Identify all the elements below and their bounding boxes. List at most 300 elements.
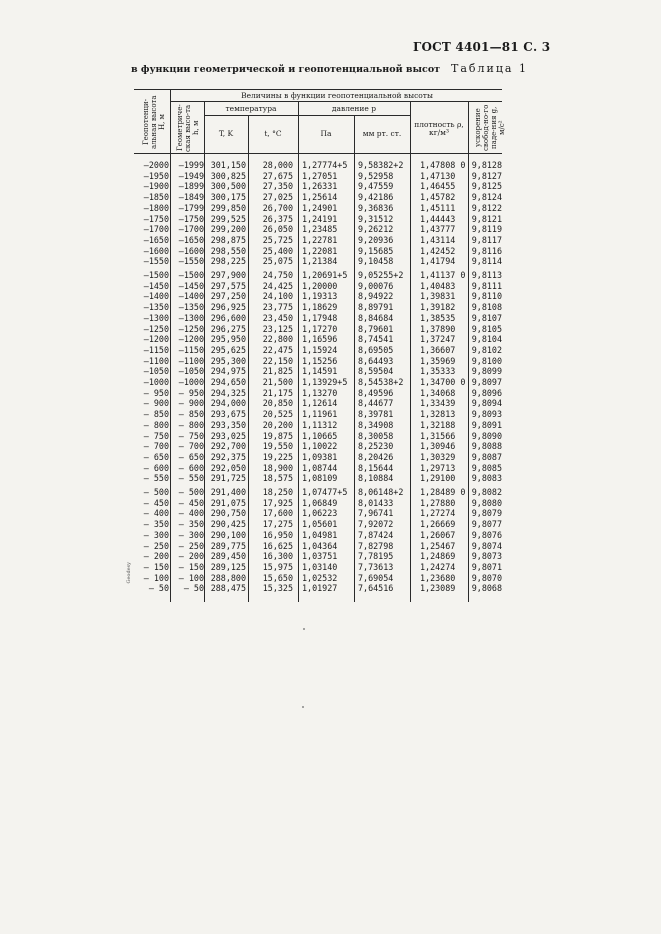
cell-p-pa: 1,19313: [302, 291, 338, 302]
cell-t: 26,375: [262, 213, 293, 224]
cell-rho: 1,24869: [420, 551, 456, 562]
cell-t: 17,275: [262, 519, 293, 530]
cell-g: 9,8074: [471, 540, 502, 551]
cell-h: —1100: [178, 355, 204, 366]
cell-p-mm: 8,44677: [358, 398, 394, 409]
cell-g: 9,8121: [471, 213, 502, 224]
cell-T: 296,925: [210, 302, 246, 313]
cell-rho: 1,27274: [420, 508, 456, 519]
cell-p-mm: 8,20426: [358, 451, 394, 462]
cell-t: 19,875: [262, 430, 293, 441]
cell-p-mm: 8,06148+2: [358, 487, 404, 497]
cell-H: — 700: [143, 441, 169, 452]
cell-rho: 1,31566: [420, 430, 456, 441]
cell-h: — 250: [178, 540, 204, 551]
cell-g: 9,8128: [471, 160, 502, 170]
cell-p-mm: 8,59504: [358, 366, 394, 377]
cell-g: 9,8090: [471, 430, 502, 441]
cell-H: — 100: [143, 572, 169, 583]
cell-g: 9,8091: [471, 419, 502, 430]
cell-rho: 1,34068: [420, 387, 456, 398]
cell-H: — 350: [143, 519, 169, 530]
cell-p-mm: 8,10884: [358, 473, 394, 484]
cell-H: — 650: [143, 451, 169, 462]
cell-H: —1650: [143, 234, 169, 245]
cell-p-mm: 7,73613: [358, 561, 394, 572]
cell-g: 9,8082: [471, 487, 502, 497]
cell-p-mm: 7,69054: [358, 572, 394, 583]
cell-h: —1600: [178, 245, 204, 256]
cell-H: —1600: [143, 245, 169, 256]
cell-p-pa: 1,15924: [302, 344, 338, 355]
cell-p-pa: 1,03140: [302, 561, 338, 572]
cell-rho: 1,36607: [420, 344, 456, 355]
cell-p-mm: 9,47559: [358, 181, 394, 192]
cell-g: 9,8102: [471, 344, 502, 355]
cell-g: 9,8125: [471, 181, 502, 192]
cell-g: 9,8085: [471, 462, 502, 473]
cell-p-mm: 7,82798: [358, 540, 394, 551]
cell-rho: 1,23680: [420, 572, 456, 583]
cell-p-pa: 1,24901: [302, 202, 338, 213]
cell-p-pa: 1,01927: [302, 583, 338, 594]
cell-t: 25,725: [262, 234, 293, 245]
cell-t: 16,300: [262, 551, 293, 562]
cell-g: 9,8108: [471, 302, 502, 313]
cell-p-pa: 1,15256: [302, 355, 338, 366]
cell-T: 294,325: [210, 387, 246, 398]
scan-speck: [303, 628, 305, 630]
cell-g: 9,8070: [471, 572, 502, 583]
cell-T: 299,850: [210, 202, 246, 213]
cell-p-pa: 1,16596: [302, 334, 338, 345]
cell-p-mm: 8,69505: [358, 344, 394, 355]
cell-p-mm: 8,94922: [358, 291, 394, 302]
cell-g: 9,8083: [471, 473, 502, 484]
cell-p-mm: 8,25230: [358, 441, 394, 452]
document-id: ГОСТ 4401—81 С. 3: [413, 40, 551, 54]
cell-h: —1500: [178, 270, 204, 280]
cell-t: 20,200: [262, 419, 293, 430]
cell-p-mm: 9,42186: [358, 192, 394, 203]
cell-h: — 650: [178, 451, 204, 462]
cell-T: 289,125: [210, 561, 246, 572]
cell-p-pa: 1,04981: [302, 529, 338, 540]
cell-T: 294,650: [210, 377, 246, 387]
cell-T: 299,200: [210, 224, 246, 235]
cell-h: —1200: [178, 334, 204, 345]
cell-h: — 350: [178, 519, 204, 530]
cell-t: 28,000: [262, 160, 293, 170]
cell-rho: 1,27880: [420, 497, 456, 508]
cell-T: 292,375: [210, 451, 246, 462]
cell-rho: 1,24274: [420, 561, 456, 572]
cell-h: —1000: [178, 377, 204, 387]
cell-g: 9,8077: [471, 519, 502, 530]
col-header-density: плотность ρ, кг/м³: [414, 120, 464, 137]
cell-H: —1350: [143, 302, 169, 313]
cell-t: 23,775: [262, 302, 293, 313]
cell-h: —1799: [178, 202, 204, 213]
cell-T: 300,500: [210, 181, 246, 192]
cell-H: — 200: [143, 551, 169, 562]
cell-p-pa: 1,18629: [302, 302, 338, 313]
subgroup-header-rule: [204, 115, 410, 116]
cell-p-mm: 8,89791: [358, 302, 394, 313]
cell-rho: 1,32813: [420, 409, 456, 420]
cell-t: 23,450: [262, 312, 293, 323]
cell-rho: 1,32188: [420, 419, 456, 430]
cell-g: 9,8127: [471, 170, 502, 181]
cell-rho: 1,40483: [420, 280, 456, 291]
cell-T: 291,400: [210, 487, 246, 497]
cell-rho: 1,37247: [420, 334, 456, 345]
cell-T: 297,575: [210, 280, 246, 291]
cell-p-mm: 8,01433: [358, 497, 394, 508]
cell-t: 19,550: [262, 441, 293, 452]
cell-rho: 1,47130: [420, 170, 456, 181]
col-header-temperature: температура: [225, 104, 277, 113]
cell-T: 292,050: [210, 462, 246, 473]
cell-T: 299,525: [210, 213, 246, 224]
cell-p-mm: 9,10458: [358, 256, 394, 267]
cell-H: — 750: [143, 430, 169, 441]
cell-t: 16,625: [262, 540, 293, 551]
cell-t: 22,150: [262, 355, 293, 366]
cell-rho: 1,47808 0: [420, 160, 466, 170]
cell-H: — 600: [143, 462, 169, 473]
cell-T: 292,700: [210, 441, 246, 452]
cell-g: 9,8096: [471, 387, 502, 398]
cell-t: 26,700: [262, 202, 293, 213]
cell-H: —1550: [143, 256, 169, 267]
cell-p-pa: 1,13270: [302, 387, 338, 398]
side-mark: Geodesy: [126, 562, 132, 584]
cell-p-pa: 1,04364: [302, 540, 338, 551]
cell-h: — 700: [178, 441, 204, 452]
cell-p-mm: 9,52958: [358, 170, 394, 181]
cell-rho: 1,25467: [420, 540, 456, 551]
cell-g: 9,8071: [471, 561, 502, 572]
cell-g: 9,8113: [471, 270, 502, 280]
cell-t: 18,250: [262, 487, 293, 497]
cell-H: —1450: [143, 280, 169, 291]
cell-p-mm: 8,15644: [358, 462, 394, 473]
cell-T: 294,000: [210, 398, 246, 409]
cell-h: — 100: [178, 572, 204, 583]
cell-T: 298,225: [210, 256, 246, 267]
cell-t: 21,175: [262, 387, 293, 398]
cell-H: — 850: [143, 409, 169, 420]
cell-T: 295,300: [210, 355, 246, 366]
cell-H: —1850: [143, 192, 169, 203]
cell-g: 9,8094: [471, 398, 502, 409]
cell-g: 9,8097: [471, 377, 502, 387]
cell-T: 298,875: [210, 234, 246, 245]
cell-p-pa: 1,11312: [302, 419, 338, 430]
cell-p-pa: 1,21384: [302, 256, 338, 267]
cell-T: 300,175: [210, 192, 246, 203]
cell-H: —1150: [143, 344, 169, 355]
cell-t: 21,825: [262, 366, 293, 377]
cell-H: — 900: [143, 398, 169, 409]
cell-p-pa: 1,20691+5: [302, 270, 348, 280]
cell-H: — 50: [148, 583, 169, 594]
cell-p-mm: 9,58382+2: [358, 160, 404, 170]
cell-t: 18,575: [262, 473, 293, 484]
cell-p-pa: 1,08109: [302, 473, 338, 484]
cell-p-pa: 1,25614: [302, 192, 338, 203]
cell-rho: 1,29100: [420, 473, 456, 484]
cell-T: 291,725: [210, 473, 246, 484]
cell-p-mm: 8,34908: [358, 419, 394, 430]
cell-t: 25,075: [262, 256, 293, 267]
table-top-rule: [134, 89, 502, 90]
cell-H: —1050: [143, 366, 169, 377]
cell-H: —1000: [143, 377, 169, 387]
cell-T: 288,475: [210, 583, 246, 594]
cell-H: —2000: [143, 160, 169, 170]
cell-rho: 1,39182: [420, 302, 456, 313]
cell-H: —1950: [143, 170, 169, 181]
cell-h: — 150: [178, 561, 204, 572]
group-header-rule: [170, 101, 502, 102]
cell-H: — 550: [143, 473, 169, 484]
cell-g: 9,8104: [471, 334, 502, 345]
cell-p-pa: 1,17948: [302, 312, 338, 323]
cell-T: 300,825: [210, 170, 246, 181]
col-header-pressure: давление p: [331, 104, 377, 113]
cell-p-pa: 1,22781: [302, 234, 338, 245]
cell-p-mm: 9,26212: [358, 224, 394, 235]
cell-p-mm: 7,96741: [358, 508, 394, 519]
cell-p-mm: 8,74541: [358, 334, 394, 345]
cell-T: 298,550: [210, 245, 246, 256]
cell-g: 9,8105: [471, 323, 502, 334]
cell-g: 9,8107: [471, 312, 502, 323]
cell-h: —1999: [178, 160, 204, 170]
cell-p-pa: 1,13929+5: [302, 377, 348, 387]
cell-g: 9,8099: [471, 366, 502, 377]
cell-h: —1050: [178, 366, 204, 377]
cell-h: — 300: [178, 529, 204, 540]
cell-g: 9,8114: [471, 256, 502, 267]
cell-p-mm: 8,54538+2: [358, 377, 404, 387]
cell-h: —1899: [178, 181, 204, 192]
cell-p-pa: 1,26331: [302, 181, 338, 192]
page-title: в функции геометрической и геопотенциальной высот: [131, 64, 441, 75]
cell-h: —1949: [178, 170, 204, 181]
cell-h: — 50: [183, 583, 204, 594]
cell-t: 15,325: [262, 583, 293, 594]
cell-H: —1100: [143, 355, 169, 366]
cell-T: 290,750: [210, 508, 246, 519]
cell-rho: 1,43777: [420, 224, 456, 235]
col-header-geopotential-height: Геопотенци-альная высота H, м: [142, 95, 166, 149]
cell-g: 9,8110: [471, 291, 502, 302]
cell-t: 16,950: [262, 529, 293, 540]
cell-rho: 1,41137 0: [420, 270, 466, 280]
cell-t: 15,650: [262, 572, 293, 583]
cell-T: 295,950: [210, 334, 246, 345]
cell-t: 21,500: [262, 377, 293, 387]
cell-H: —1800: [143, 202, 169, 213]
col-divider-4: [298, 101, 299, 602]
col-header-geometric-height: Геометриче-ская высо-та h, м: [176, 104, 200, 152]
group-title: Величины в функции геопотенциальной высоты: [241, 91, 433, 100]
cell-t: 25,400: [262, 245, 293, 256]
cell-T: 288,800: [210, 572, 246, 583]
cell-p-mm: 8,84684: [358, 312, 394, 323]
cell-rho: 1,33439: [420, 398, 456, 409]
cell-H: —1900: [143, 181, 169, 192]
cell-t: 27,675: [262, 170, 293, 181]
cell-rho: 1,46455: [420, 181, 456, 192]
col-header-gravity: ускорение свобод-но-го паде-ния g, м/с²: [474, 104, 506, 152]
table-label: Таблица 1: [451, 62, 528, 75]
cell-p-mm: 9,31512: [358, 213, 394, 224]
cell-T: 293,025: [210, 430, 246, 441]
cell-h: —1700: [178, 224, 204, 235]
cell-t: 23,125: [262, 323, 293, 334]
cell-p-pa: 1,03751: [302, 551, 338, 562]
cell-T: 296,275: [210, 323, 246, 334]
cell-T: 297,900: [210, 270, 246, 280]
cell-T: 295,625: [210, 344, 246, 355]
cell-t: 20,525: [262, 409, 293, 420]
cell-T: 289,775: [210, 540, 246, 551]
cell-H: — 800: [143, 419, 169, 430]
cell-p-pa: 1,08744: [302, 462, 338, 473]
cell-h: — 500: [178, 487, 204, 497]
cell-p-mm: 9,20936: [358, 234, 394, 245]
header-bottom-rule: [134, 153, 502, 154]
cell-rho: 1,38535: [420, 312, 456, 323]
cell-H: — 300: [143, 529, 169, 540]
cell-t: 22,475: [262, 344, 293, 355]
data-table: [134, 89, 506, 602]
cell-T: 297,250: [210, 291, 246, 302]
cell-T: 293,675: [210, 409, 246, 420]
cell-h: — 600: [178, 462, 204, 473]
cell-T: 294,975: [210, 366, 246, 377]
cell-H: —1500: [143, 270, 169, 280]
cell-T: 289,450: [210, 551, 246, 562]
cell-h: — 200: [178, 551, 204, 562]
cell-h: — 750: [178, 430, 204, 441]
cell-p-mm: 7,87424: [358, 529, 394, 540]
cell-t: 24,100: [262, 291, 293, 302]
cell-p-mm: 8,64493: [358, 355, 394, 366]
cell-rho: 1,30329: [420, 451, 456, 462]
cell-p-pa: 1,10665: [302, 430, 338, 441]
cell-H: — 400: [143, 508, 169, 519]
cell-g: 9,8122: [471, 202, 502, 213]
cell-H: — 450: [143, 497, 169, 508]
cell-p-pa: 1,12614: [302, 398, 338, 409]
cell-p-pa: 1,10022: [302, 441, 338, 452]
cell-H: — 250: [143, 540, 169, 551]
cell-p-mm: 8,39781: [358, 409, 394, 420]
cell-p-mm: 9,05255+2: [358, 270, 404, 280]
cell-p-pa: 1,05601: [302, 519, 338, 530]
cell-p-mm: 8,49596: [358, 387, 394, 398]
cell-H: — 150: [143, 561, 169, 572]
cell-g: 9,8111: [471, 280, 502, 291]
cell-p-pa: 1,06849: [302, 497, 338, 508]
cell-t: 15,975: [262, 561, 293, 572]
cell-H: —1750: [143, 213, 169, 224]
cell-p-pa: 1,06223: [302, 508, 338, 519]
cell-p-mm: 9,15685: [358, 245, 394, 256]
cell-p-pa: 1,02532: [302, 572, 338, 583]
cell-rho: 1,41794: [420, 256, 456, 267]
cell-h: — 400: [178, 508, 204, 519]
cell-g: 9,8119: [471, 224, 502, 235]
cell-g: 9,8093: [471, 409, 502, 420]
cell-g: 9,8076: [471, 529, 502, 540]
cell-H: —1700: [143, 224, 169, 235]
cell-p-pa: 1,17270: [302, 323, 338, 334]
cell-rho: 1,42452: [420, 245, 456, 256]
cell-h: —1450: [178, 280, 204, 291]
cell-rho: 1,39831: [420, 291, 456, 302]
cell-h: —1849: [178, 192, 204, 203]
cell-p-pa: 1,09381: [302, 451, 338, 462]
cell-p-mm: 9,00076: [358, 280, 394, 291]
cell-h: —1400: [178, 291, 204, 302]
cell-g: 9,8068: [471, 583, 502, 594]
cell-H: — 950: [143, 387, 169, 398]
cell-g: 9,8124: [471, 192, 502, 203]
cell-t: 17,925: [262, 497, 293, 508]
cell-h: —1250: [178, 323, 204, 334]
cell-g: 9,8116: [471, 245, 502, 256]
cell-h: — 450: [178, 497, 204, 508]
cell-T: 296,600: [210, 312, 246, 323]
cell-p-pa: 1,22081: [302, 245, 338, 256]
cell-rho: 1,30946: [420, 441, 456, 452]
cell-T: 293,350: [210, 419, 246, 430]
cell-rho: 1,23089: [420, 583, 456, 594]
cell-T: 301,150: [210, 160, 246, 170]
cell-rho: 1,26669: [420, 519, 456, 530]
cell-t: 18,900: [262, 462, 293, 473]
cell-h: —1550: [178, 256, 204, 267]
cell-T: 291,075: [210, 497, 246, 508]
cell-rho: 1,26067: [420, 529, 456, 540]
col-header-temp-k: T, K: [218, 129, 234, 138]
cell-H: — 500: [143, 487, 169, 497]
cell-g: 9,8079: [471, 508, 502, 519]
cell-rho: 1,37890: [420, 323, 456, 334]
cell-H: —1400: [143, 291, 169, 302]
cell-rho: 1,45111: [420, 202, 456, 213]
cell-p-pa: 1,20000: [302, 280, 338, 291]
col-header-pressure-pa: Па: [320, 129, 332, 138]
cell-h: —1350: [178, 302, 204, 313]
cell-t: 26,050: [262, 224, 293, 235]
cell-T: 290,100: [210, 529, 246, 540]
cell-T: 290,425: [210, 519, 246, 530]
cell-p-mm: 8,30058: [358, 430, 394, 441]
cell-h: —1150: [178, 344, 204, 355]
cell-h: —1650: [178, 234, 204, 245]
cell-h: — 550: [178, 473, 204, 484]
cell-p-pa: 1,07477+5: [302, 487, 348, 497]
cell-H: —1250: [143, 323, 169, 334]
cell-t: 19,225: [262, 451, 293, 462]
